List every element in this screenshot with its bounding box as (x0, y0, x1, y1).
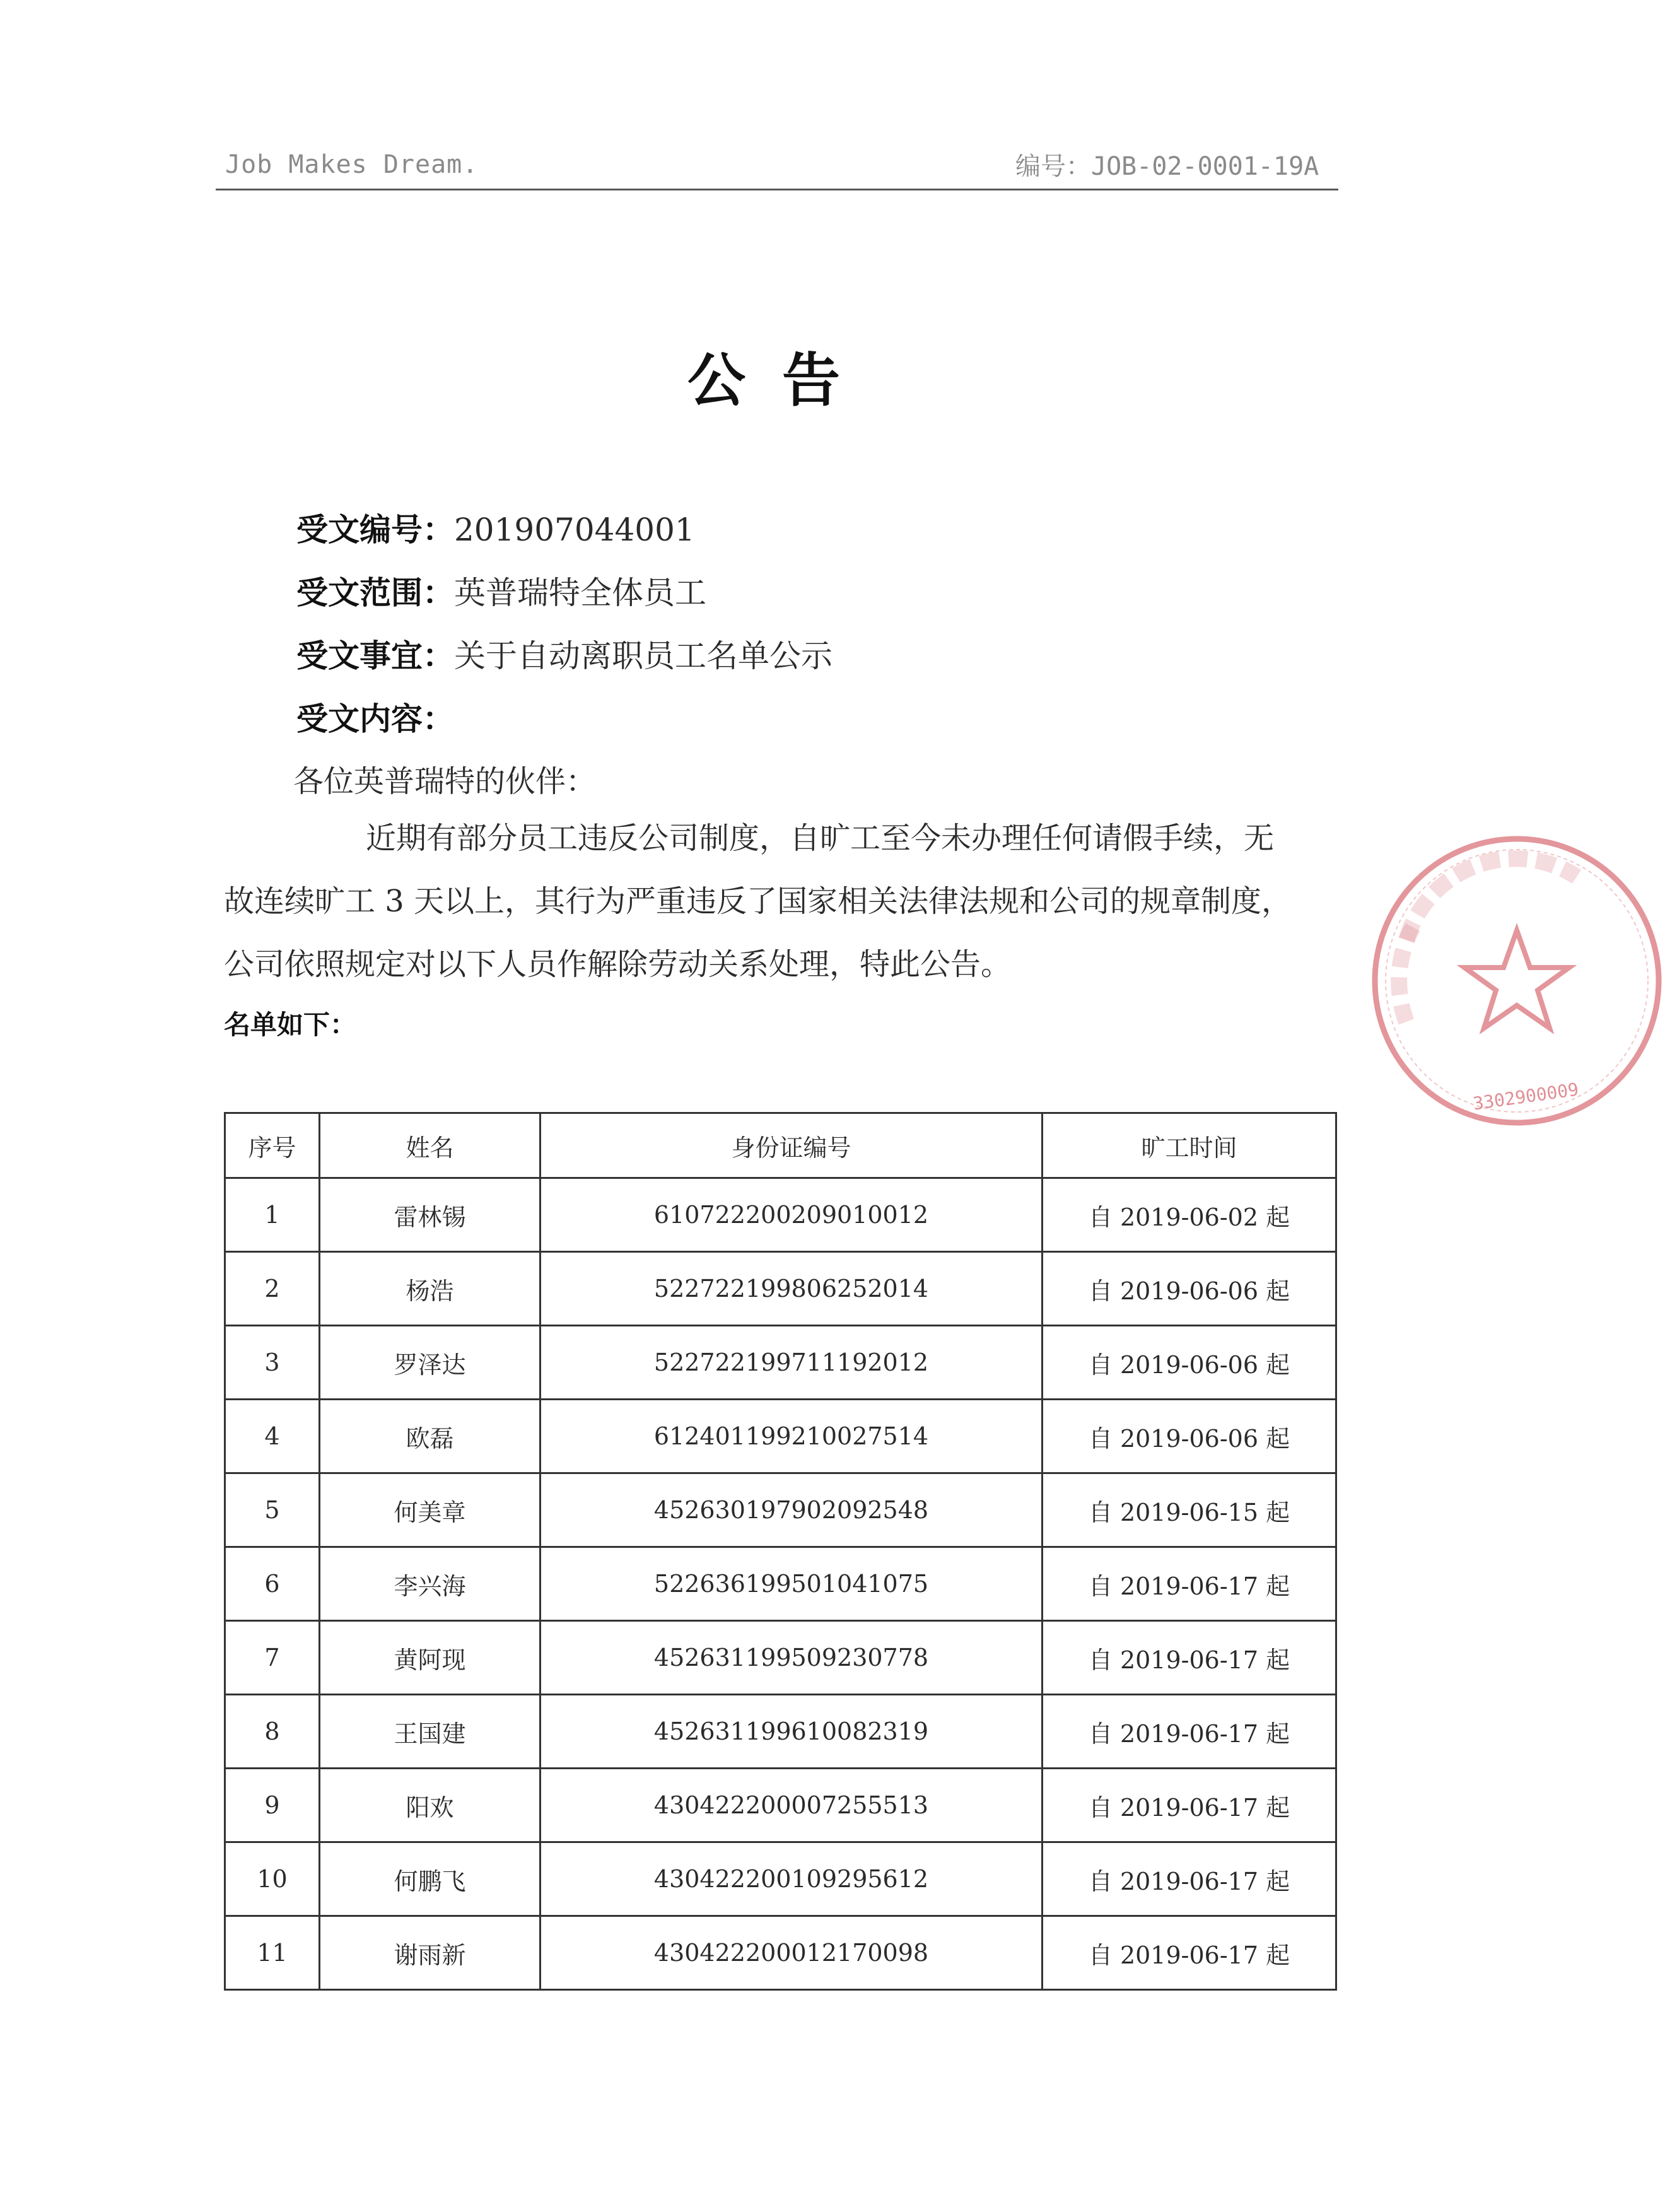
meta-content-label: 受文内容： (296, 701, 454, 737)
cell-no: 7 (225, 1621, 320, 1695)
cell-id: 612401199210027514 (540, 1400, 1043, 1473)
cell-id: 522722199806252014 (540, 1252, 1043, 1326)
table-row (225, 1326, 1336, 1400)
cell-no: 9 (225, 1769, 320, 1842)
cell-name: 欧磊 (320, 1400, 540, 1473)
cell-no: 10 (225, 1842, 320, 1916)
cell-date: 自 2019-06-17 起 (1043, 1842, 1336, 1916)
body-line-3: 公司依照规定对以下人员作解除劳动关系处理，特此公告。 (224, 947, 1012, 982)
table-header-row (225, 1113, 1336, 1178)
cell-no: 3 (225, 1326, 320, 1400)
document-number-label: 编号： (1015, 152, 1091, 181)
cell-date: 自 2019-06-06 起 (1043, 1400, 1336, 1473)
cell-name: 谢雨新 (320, 1916, 540, 1990)
salutation: 各位英普瑞特的伙伴： (293, 764, 597, 799)
table-row (225, 1547, 1336, 1621)
meta-number-value: 201907044001 (454, 512, 695, 548)
cell-name: 阳欢 (320, 1769, 540, 1842)
meta-subject-value: 关于自动离职员工名单公示 (454, 638, 833, 674)
cell-date: 自 2019-06-17 起 (1043, 1769, 1336, 1842)
cell-name: 何美章 (320, 1473, 540, 1547)
cell-name: 李兴海 (320, 1547, 540, 1621)
meta-scope-label: 受文范围： (296, 575, 454, 611)
table-row (225, 1769, 1336, 1842)
cell-date: 自 2019-06-15 起 (1043, 1473, 1336, 1547)
list-heading: 名单如下： (224, 1009, 357, 1040)
cell-no: 4 (225, 1400, 320, 1473)
employee-table (224, 1112, 1337, 1991)
table-row (225, 1842, 1336, 1916)
document-number-value: JOB-02-0001-19A (1091, 152, 1319, 181)
document-number (1015, 146, 1319, 182)
cell-no: 6 (225, 1547, 320, 1621)
cell-no: 11 (225, 1916, 320, 1990)
cell-date: 自 2019-06-02 起 (1043, 1178, 1336, 1252)
table-row (225, 1400, 1336, 1473)
cell-id: 452631199610082319 (540, 1695, 1043, 1769)
cell-date: 自 2019-06-17 起 (1043, 1621, 1336, 1695)
cell-id: 430422200012170098 (540, 1916, 1043, 1990)
header-name: 姓名 (320, 1113, 540, 1178)
body-line-1: 近期有部分员工违反公司制度，自旷工至今未办理任何请假手续，无 (366, 821, 1275, 856)
cell-id: 610722200209010012 (540, 1178, 1043, 1252)
body-line-2: 故连续旷工 3 天以上，其行为严重违反了国家相关法律法规和公司的规章制度， (224, 884, 1292, 919)
cell-name: 雷林锡 (320, 1178, 540, 1252)
seal-serial: 3302900009 (1471, 1079, 1580, 1115)
cell-id: 452631199509230778 (540, 1621, 1043, 1695)
red-seal-icon (1369, 833, 1665, 1129)
header-no: 序号 (225, 1113, 320, 1178)
cell-no: 5 (225, 1473, 320, 1547)
cell-date: 自 2019-06-17 起 (1043, 1695, 1336, 1769)
cell-date: 自 2019-06-17 起 (1043, 1916, 1336, 1990)
table-row (225, 1473, 1336, 1547)
cell-name: 罗泽达 (320, 1326, 540, 1400)
cell-no: 2 (225, 1252, 320, 1326)
meta-subject-label: 受文事宜： (296, 638, 454, 674)
table-row (225, 1252, 1336, 1326)
page-title: 公告 (687, 347, 877, 414)
cell-name: 杨浩 (320, 1252, 540, 1326)
cell-date: 自 2019-06-06 起 (1043, 1326, 1336, 1400)
meta-scope (296, 568, 706, 613)
meta-scope-value: 英普瑞特全体员工 (454, 575, 706, 611)
cell-name: 王国建 (320, 1695, 540, 1769)
table-row (225, 1695, 1336, 1769)
meta-subject (296, 631, 833, 676)
cell-id: 452630197902092548 (540, 1473, 1043, 1547)
meta-number (296, 505, 695, 550)
header-date: 旷工时间 (1043, 1113, 1336, 1178)
cell-id: 522722199711192012 (540, 1326, 1043, 1400)
cell-date: 自 2019-06-17 起 (1043, 1547, 1336, 1621)
table-row (225, 1916, 1336, 1990)
cell-id: 522636199501041075 (540, 1547, 1043, 1621)
cell-no: 8 (225, 1695, 320, 1769)
meta-number-label: 受文编号： (296, 512, 454, 548)
header-divider (216, 189, 1338, 190)
header-slogan: Job Makes Dream. (225, 150, 479, 179)
cell-id: 430422200109295612 (540, 1842, 1043, 1916)
cell-name: 黄阿现 (320, 1621, 540, 1695)
table-row (225, 1621, 1336, 1695)
meta-content (296, 694, 454, 739)
cell-date: 自 2019-06-06 起 (1043, 1252, 1336, 1326)
header-id: 身份证编号 (540, 1113, 1043, 1178)
cell-no: 1 (225, 1178, 320, 1252)
cell-name: 何鹏飞 (320, 1842, 540, 1916)
cell-id: 430422200007255513 (540, 1769, 1043, 1842)
table-row (225, 1178, 1336, 1252)
